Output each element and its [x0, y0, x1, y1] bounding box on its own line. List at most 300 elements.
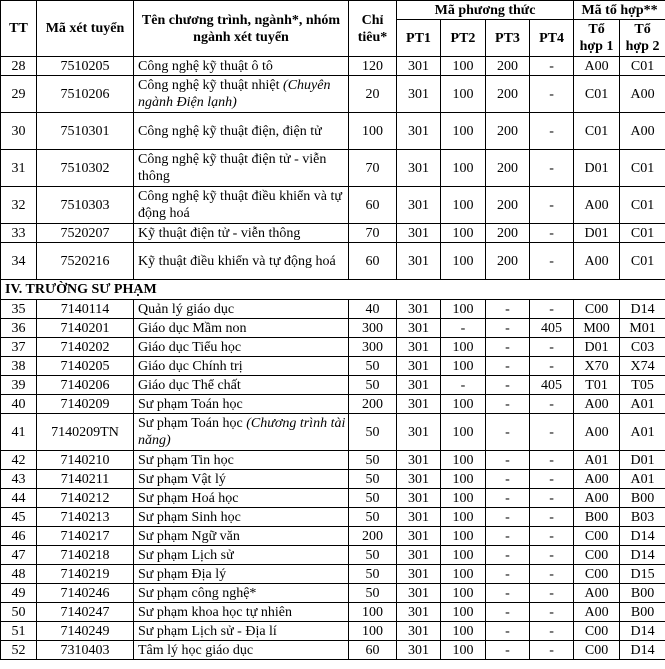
cell-pt2: 100	[441, 603, 486, 622]
cell-code: 7140209TN	[37, 414, 134, 451]
cell-name	[134, 76, 349, 113]
cell-name	[134, 451, 349, 470]
cell-pt2: 100	[441, 76, 486, 113]
program-name: Giáo dục Mầm non	[138, 320, 247, 336]
cell-pt2: 100	[441, 300, 486, 319]
cell-pt4: -	[530, 357, 574, 376]
cell-pt1: 301	[397, 546, 441, 565]
cell-pt3: -	[486, 470, 530, 489]
cell-name	[134, 565, 349, 584]
cell-tt: 31	[1, 150, 37, 187]
cell-code: 7140205	[37, 357, 134, 376]
cell-pt3: 200	[486, 57, 530, 76]
cell-code: 7140247	[37, 603, 134, 622]
table-header	[1, 1, 665, 57]
cell-pt3: 200	[486, 224, 530, 243]
table-row	[1, 641, 665, 660]
cell-combo1: M00	[574, 319, 620, 338]
cell-pt4: -	[530, 489, 574, 508]
cell-combo1: C00	[574, 622, 620, 641]
header-methods: Mã phương thức	[397, 1, 574, 20]
cell-quota: 50	[349, 508, 397, 527]
cell-name	[134, 470, 349, 489]
cell-combo2: C01	[620, 187, 665, 224]
cell-code: 7140201	[37, 319, 134, 338]
cell-tt: 41	[1, 414, 37, 451]
cell-pt2: -	[441, 376, 486, 395]
program-name: Sư phạm Sinh học	[138, 509, 241, 525]
cell-name	[134, 338, 349, 357]
cell-combo1: A00	[574, 57, 620, 76]
cell-quota: 70	[349, 150, 397, 187]
header-pt4: PT4	[530, 20, 574, 57]
cell-combo1: A01	[574, 451, 620, 470]
cell-pt3: -	[486, 546, 530, 565]
cell-combo2: D14	[620, 300, 665, 319]
cell-code: 7510303	[37, 187, 134, 224]
cell-combo1: A00	[574, 603, 620, 622]
cell-tt: 42	[1, 451, 37, 470]
header-pt3: PT3	[486, 20, 530, 57]
cell-code: 7140249	[37, 622, 134, 641]
cell-combo2: B00	[620, 603, 665, 622]
cell-combo1: C00	[574, 527, 620, 546]
program-name: Sư phạm Tin học	[138, 452, 234, 468]
cell-code: 7520216	[37, 243, 134, 280]
cell-pt3: 200	[486, 76, 530, 113]
cell-combo2: B03	[620, 508, 665, 527]
program-name: Quản lý giáo dục	[138, 301, 235, 317]
table-row	[1, 187, 665, 224]
cell-name	[134, 414, 349, 451]
program-name: Kỹ thuật điện tử - viễn thông	[138, 225, 301, 241]
cell-combo1: C00	[574, 300, 620, 319]
cell-quota: 50	[349, 470, 397, 489]
cell-name	[134, 489, 349, 508]
cell-pt1: 301	[397, 319, 441, 338]
table-row	[1, 113, 665, 150]
cell-code: 7510301	[37, 113, 134, 150]
header-combo1: Tổ hợp 1	[574, 20, 620, 57]
program-name: Giáo dục Thể chất	[138, 377, 241, 393]
cell-quota: 100	[349, 622, 397, 641]
cell-combo2: C01	[620, 243, 665, 280]
cell-pt3: -	[486, 357, 530, 376]
cell-name	[134, 150, 349, 187]
cell-pt2: 100	[441, 451, 486, 470]
table-row	[1, 300, 665, 319]
program-name: Công nghệ kỹ thuật điện tử - viễn thông	[138, 152, 327, 184]
cell-code: 7140202	[37, 338, 134, 357]
cell-tt: 36	[1, 319, 37, 338]
cell-pt1: 301	[397, 338, 441, 357]
table-row	[1, 243, 665, 280]
cell-pt2: 100	[441, 641, 486, 660]
cell-code: 7140114	[37, 300, 134, 319]
table-row	[1, 414, 665, 451]
table-row	[1, 338, 665, 357]
cell-combo2: C01	[620, 224, 665, 243]
cell-pt4: -	[530, 584, 574, 603]
cell-pt2: 100	[441, 470, 486, 489]
cell-quota: 200	[349, 527, 397, 546]
cell-quota: 50	[349, 584, 397, 603]
table-row	[1, 527, 665, 546]
cell-quota: 50	[349, 357, 397, 376]
cell-combo2: D14	[620, 641, 665, 660]
cell-pt1: 301	[397, 357, 441, 376]
cell-tt: 51	[1, 622, 37, 641]
cell-code: 7140217	[37, 527, 134, 546]
cell-name	[134, 527, 349, 546]
cell-pt2: 100	[441, 508, 486, 527]
cell-code: 7140213	[37, 508, 134, 527]
cell-pt4: -	[530, 150, 574, 187]
cell-pt3: -	[486, 641, 530, 660]
cell-combo1: C00	[574, 641, 620, 660]
cell-combo2: A01	[620, 470, 665, 489]
cell-quota: 200	[349, 395, 397, 414]
table-row	[1, 150, 665, 187]
cell-quota: 300	[349, 338, 397, 357]
cell-tt: 45	[1, 508, 37, 527]
cell-combo2: X74	[620, 357, 665, 376]
table-row	[1, 470, 665, 489]
cell-name	[134, 319, 349, 338]
cell-combo2: T05	[620, 376, 665, 395]
cell-pt1: 301	[397, 395, 441, 414]
header-pt1: PT1	[397, 20, 441, 57]
cell-pt2: 100	[441, 489, 486, 508]
program-name: Sư phạm Lịch sử	[138, 547, 234, 563]
table-row	[1, 565, 665, 584]
cell-combo1: C00	[574, 546, 620, 565]
cell-pt2: 100	[441, 414, 486, 451]
cell-combo2: D14	[620, 622, 665, 641]
cell-pt1: 301	[397, 527, 441, 546]
top-rows	[1, 57, 665, 150]
cell-pt3: -	[486, 300, 530, 319]
cell-pt1: 301	[397, 224, 441, 243]
cell-name	[134, 113, 349, 150]
cell-quota: 50	[349, 376, 397, 395]
cell-combo1: C00	[574, 565, 620, 584]
cell-code: 7510205	[37, 57, 134, 76]
cell-pt1: 301	[397, 584, 441, 603]
cell-combo2: B00	[620, 584, 665, 603]
program-note: (Chuyên ngành Điện lạnh)	[138, 78, 331, 110]
table-row	[1, 546, 665, 565]
cell-pt2: 100	[441, 565, 486, 584]
cell-pt1: 301	[397, 565, 441, 584]
cell-pt4: -	[530, 641, 574, 660]
cell-pt4: -	[530, 338, 574, 357]
cell-code: 7140219	[37, 565, 134, 584]
cell-pt2: 100	[441, 187, 486, 224]
cell-combo1: C01	[574, 76, 620, 113]
program-note: (Chương trình tài năng)	[138, 416, 346, 448]
cell-pt3: 200	[486, 187, 530, 224]
cell-tt: 43	[1, 470, 37, 489]
cell-pt2: 100	[441, 224, 486, 243]
cell-code: 7510206	[37, 76, 134, 113]
cell-code: 7310403	[37, 641, 134, 660]
cell-pt1: 301	[397, 641, 441, 660]
cell-combo1: A00	[574, 470, 620, 489]
cell-name	[134, 376, 349, 395]
cell-quota: 70	[349, 224, 397, 243]
cell-pt2: 100	[441, 527, 486, 546]
cell-pt4: -	[530, 527, 574, 546]
cell-pt3: -	[486, 565, 530, 584]
program-name: Giáo dục Tiểu học	[138, 339, 242, 355]
cell-name	[134, 603, 349, 622]
cell-pt1: 301	[397, 414, 441, 451]
cell-tt: 29	[1, 76, 37, 113]
cell-tt: 39	[1, 376, 37, 395]
table-row	[1, 224, 665, 243]
header-code: Mã xét tuyển	[37, 1, 134, 57]
cell-combo1: A00	[574, 243, 620, 280]
program-name: Sư phạm khoa học tự nhiên	[138, 604, 292, 620]
cell-pt4: -	[530, 451, 574, 470]
cell-pt1: 301	[397, 603, 441, 622]
cell-name	[134, 300, 349, 319]
section-row	[1, 280, 665, 300]
table-row	[1, 57, 665, 76]
cell-pt1: 301	[397, 113, 441, 150]
cell-pt2: 100	[441, 546, 486, 565]
cell-name	[134, 187, 349, 224]
cell-pt2: 100	[441, 150, 486, 187]
table-row	[1, 319, 665, 338]
table-row	[1, 489, 665, 508]
cell-combo2: D01	[620, 451, 665, 470]
cell-pt1: 301	[397, 300, 441, 319]
table-row	[1, 584, 665, 603]
cell-pt1: 301	[397, 150, 441, 187]
cell-combo2: A01	[620, 414, 665, 451]
cell-name	[134, 224, 349, 243]
cell-combo1: X70	[574, 357, 620, 376]
program-name: Công nghệ kỹ thuật nhiệt	[138, 78, 280, 93]
cell-pt4: 405	[530, 319, 574, 338]
cell-tt: 38	[1, 357, 37, 376]
cell-pt1: 301	[397, 489, 441, 508]
cell-combo2: D14	[620, 527, 665, 546]
header-pt2: PT2	[441, 20, 486, 57]
program-name: Công nghệ kỹ thuật điều khiển và tự động hoá	[138, 189, 342, 221]
cell-pt4: -	[530, 187, 574, 224]
program-name: Sư phạm công nghệ*	[138, 585, 257, 601]
cell-pt4: -	[530, 76, 574, 113]
cell-pt4: -	[530, 508, 574, 527]
cell-tt: 32	[1, 187, 37, 224]
cell-combo2: B00	[620, 489, 665, 508]
cell-pt1: 301	[397, 470, 441, 489]
cell-pt3: -	[486, 508, 530, 527]
cell-pt3: -	[486, 319, 530, 338]
cell-tt: 44	[1, 489, 37, 508]
cell-pt3: -	[486, 451, 530, 470]
cell-pt4: -	[530, 414, 574, 451]
cell-combo1: T01	[574, 376, 620, 395]
cell-combo1: A00	[574, 489, 620, 508]
cell-combo2: A00	[620, 113, 665, 150]
program-name: Công nghệ kỹ thuật ô tô	[138, 58, 273, 74]
header-name: Tên chương trình, ngành*, nhóm ngành xét tuyển	[134, 1, 349, 57]
cell-pt2: 100	[441, 622, 486, 641]
cell-combo2: C01	[620, 150, 665, 187]
cell-code: 7140212	[37, 489, 134, 508]
cell-code: 7140218	[37, 546, 134, 565]
table-row	[1, 603, 665, 622]
program-name: Sư phạm Toán học	[138, 416, 243, 431]
cell-pt3: -	[486, 527, 530, 546]
cell-pt2: 100	[441, 357, 486, 376]
header-combo2: Tổ hợp 2	[620, 20, 665, 57]
cell-pt1: 301	[397, 508, 441, 527]
table-row	[1, 451, 665, 470]
cell-pt3: -	[486, 603, 530, 622]
cell-pt2: 100	[441, 395, 486, 414]
cell-combo2: D14	[620, 546, 665, 565]
cell-pt3: -	[486, 395, 530, 414]
cell-combo1: B00	[574, 508, 620, 527]
program-name: Sư phạm Địa lý	[138, 566, 227, 582]
section-rows	[1, 280, 665, 660]
program-name: Sư phạm Vật lý	[138, 471, 226, 487]
cell-combo1: A00	[574, 395, 620, 414]
cell-pt4: -	[530, 565, 574, 584]
cell-pt4: -	[530, 113, 574, 150]
table-row	[1, 76, 665, 113]
cell-tt: 50	[1, 603, 37, 622]
cell-quota: 100	[349, 113, 397, 150]
cell-quota: 50	[349, 451, 397, 470]
program-name: Sư phạm Toán học	[138, 396, 243, 412]
cell-pt2: -	[441, 319, 486, 338]
cell-pt1: 301	[397, 622, 441, 641]
cell-tt: 37	[1, 338, 37, 357]
cell-tt: 46	[1, 527, 37, 546]
cell-code: 7140209	[37, 395, 134, 414]
cell-combo2: D15	[620, 565, 665, 584]
cell-name	[134, 641, 349, 660]
cell-pt1: 301	[397, 187, 441, 224]
cell-quota: 20	[349, 76, 397, 113]
cell-pt3: -	[486, 489, 530, 508]
cell-code: 7510302	[37, 150, 134, 187]
cell-name	[134, 243, 349, 280]
program-name: Giáo dục Chính trị	[138, 358, 243, 374]
cell-code: 7140211	[37, 470, 134, 489]
cell-pt3: 200	[486, 113, 530, 150]
cell-pt2: 100	[441, 338, 486, 357]
cell-pt4: -	[530, 395, 574, 414]
cell-pt3: -	[486, 338, 530, 357]
cell-combo1: D01	[574, 338, 620, 357]
cell-pt1: 301	[397, 451, 441, 470]
cell-code: 7140210	[37, 451, 134, 470]
cell-pt2: 100	[441, 584, 486, 603]
cell-quota: 60	[349, 243, 397, 280]
cell-pt4: -	[530, 300, 574, 319]
program-name: Công nghệ kỹ thuật điện, điện tử	[138, 123, 322, 139]
cell-pt3: -	[486, 584, 530, 603]
table-row	[1, 622, 665, 641]
cell-pt1: 301	[397, 76, 441, 113]
cell-pt4: -	[530, 470, 574, 489]
cell-pt2: 100	[441, 57, 486, 76]
cell-pt1: 301	[397, 243, 441, 280]
cell-tt: 47	[1, 546, 37, 565]
cell-code: 7520207	[37, 224, 134, 243]
cell-combo2: A00	[620, 76, 665, 113]
program-name: Tâm lý học giáo dục	[138, 642, 254, 658]
cell-code: 7140206	[37, 376, 134, 395]
cell-tt: 34	[1, 243, 37, 280]
cell-pt2: 100	[441, 243, 486, 280]
cell-combo2: C03	[620, 338, 665, 357]
cell-pt4: -	[530, 546, 574, 565]
cell-combo1: C01	[574, 113, 620, 150]
cell-tt: 30	[1, 113, 37, 150]
cell-quota: 40	[349, 300, 397, 319]
cell-tt: 33	[1, 224, 37, 243]
cell-quota: 50	[349, 546, 397, 565]
cell-pt2: 100	[441, 113, 486, 150]
program-name: Kỹ thuật điều khiển và tự động hoá	[138, 253, 336, 269]
table-row	[1, 395, 665, 414]
cell-quota: 120	[349, 57, 397, 76]
program-name: Sư phạm Ngữ văn	[138, 528, 240, 544]
cell-pt3: -	[486, 414, 530, 451]
cell-pt4: -	[530, 622, 574, 641]
cell-pt4: -	[530, 243, 574, 280]
header-tt: TT	[1, 1, 37, 57]
cell-combo1: A00	[574, 187, 620, 224]
table-row	[1, 357, 665, 376]
cell-name	[134, 584, 349, 603]
mid-rows	[1, 150, 665, 280]
cell-combo2: A01	[620, 395, 665, 414]
cell-quota: 60	[349, 187, 397, 224]
cell-tt: 48	[1, 565, 37, 584]
cell-quota: 50	[349, 489, 397, 508]
header-combos: Mã tổ hợp**	[574, 1, 665, 20]
program-name: Sư phạm Hoá học	[138, 490, 239, 506]
cell-pt1: 301	[397, 376, 441, 395]
cell-pt4: -	[530, 603, 574, 622]
cell-name	[134, 622, 349, 641]
cell-pt1: 301	[397, 57, 441, 76]
cell-name	[134, 395, 349, 414]
cell-pt3: -	[486, 622, 530, 641]
cell-combo1: D01	[574, 224, 620, 243]
cell-name	[134, 546, 349, 565]
table-row	[1, 508, 665, 527]
cell-name	[134, 357, 349, 376]
cell-code: 7140246	[37, 584, 134, 603]
cell-combo1: A00	[574, 584, 620, 603]
cell-tt: 35	[1, 300, 37, 319]
header-quota: Chỉ tiêu*	[349, 1, 397, 57]
cell-combo2: M01	[620, 319, 665, 338]
cell-combo1: D01	[574, 150, 620, 187]
cell-name	[134, 57, 349, 76]
cell-tt: 28	[1, 57, 37, 76]
